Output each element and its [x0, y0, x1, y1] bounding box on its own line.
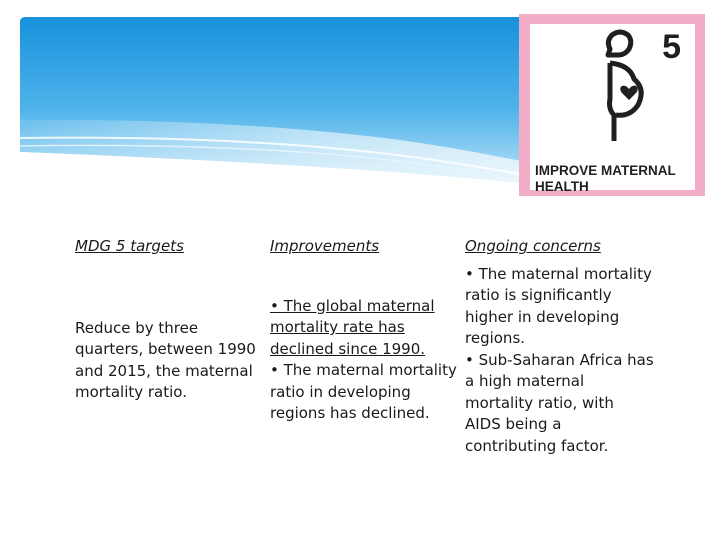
- goal-caption-line: HEALTH: [535, 179, 589, 194]
- targets-line: quarters, between 1990: [75, 340, 256, 358]
- improvements-line: ratio in developing: [270, 382, 411, 401]
- targets-line: and 2015, the maternal: [75, 361, 253, 380]
- concerns-line: • The maternal mortality: [465, 264, 652, 283]
- concerns-line: ratio is significantly: [465, 286, 612, 304]
- improvements-heading: Improvements: [270, 237, 380, 255]
- logo-panel: [530, 24, 695, 194]
- concerns-line: mortality ratio, with: [465, 393, 614, 412]
- concerns-heading: Ongoing concerns: [465, 237, 601, 255]
- concerns-line: AIDS being a: [465, 415, 562, 433]
- concerns-line: a high maternal: [465, 372, 585, 390]
- mdg5-logo: [519, 14, 705, 196]
- improvements-line: regions has declined.: [270, 404, 430, 422]
- goal-number: 5: [662, 28, 681, 66]
- improvements-line: declined since 1990.: [270, 339, 426, 358]
- concerns-line: • Sub-Saharan Africa has: [465, 350, 654, 369]
- targets-heading: MDG 5 targets: [75, 237, 184, 255]
- concerns-line: higher in developing: [465, 307, 620, 326]
- improvements-line: mortality rate has: [270, 318, 405, 336]
- targets-column: [75, 236, 265, 404]
- goal-caption: [535, 163, 695, 195]
- targets-line: Reduce by three: [75, 318, 199, 337]
- pregnant-woman-icon: [590, 29, 650, 141]
- improvements-line: • The global maternal: [270, 296, 435, 315]
- concerns-line: contributing factor.: [465, 436, 609, 455]
- concerns-column: [465, 236, 665, 457]
- concerns-line: regions.: [465, 329, 526, 347]
- goal-caption-line: IMPROVE MATERNAL: [535, 163, 676, 178]
- improvements-column: [270, 236, 460, 425]
- improvements-line: • The maternal mortality: [270, 361, 457, 379]
- targets-line: mortality ratio.: [75, 383, 187, 401]
